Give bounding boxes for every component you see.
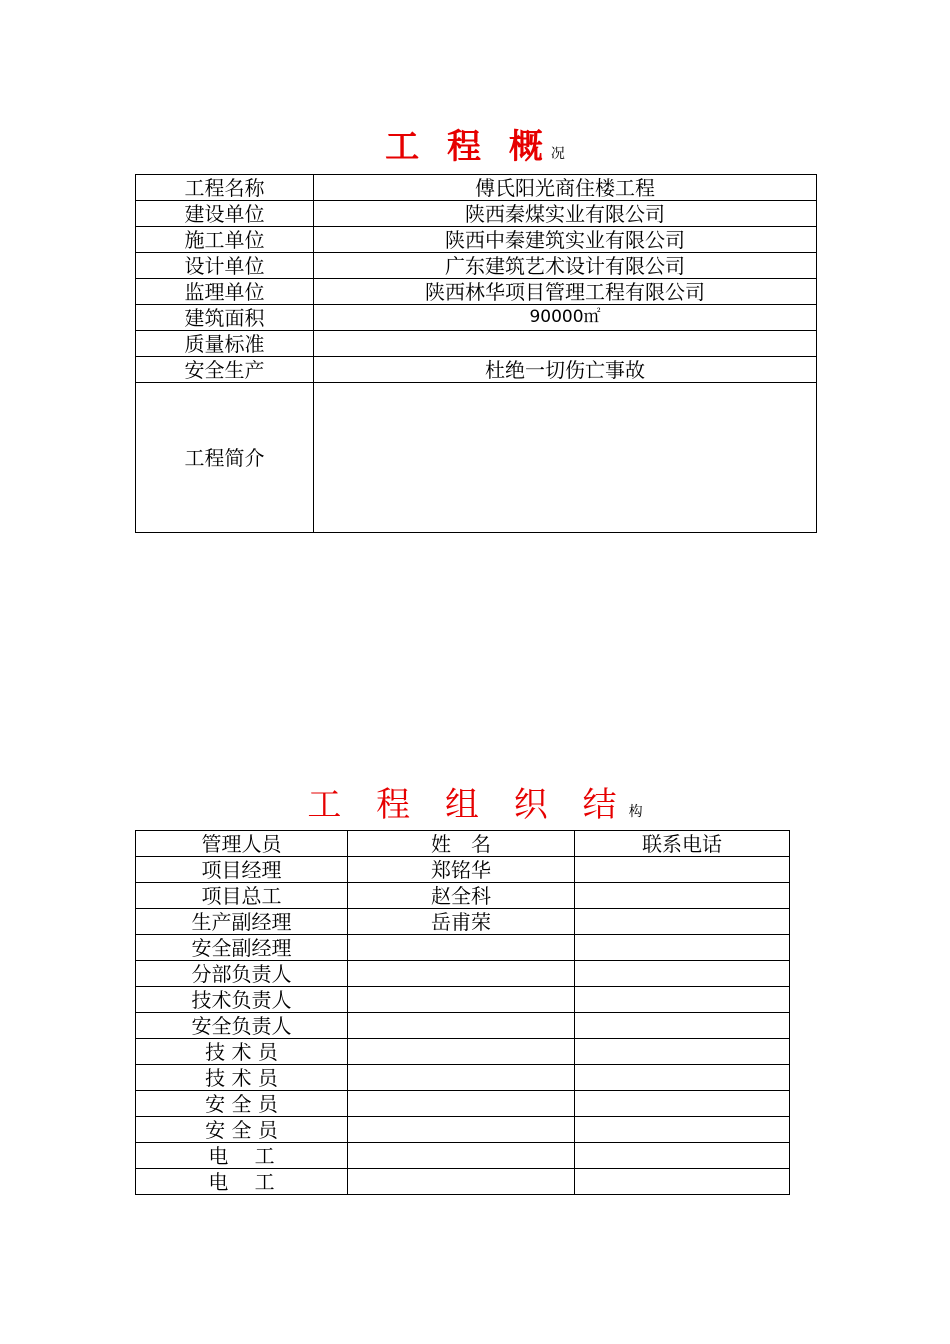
overview-title-suffix: 况 [550,146,565,162]
table-row [136,279,817,305]
table-row [136,1065,790,1091]
overview-value: 杜绝一切伤亡事故 [314,357,817,383]
role-cell: 安全负责人 [136,1013,348,1039]
phone-cell [575,1013,790,1039]
table-row [136,935,790,961]
name-cell [348,1169,575,1195]
table-row [136,1039,790,1065]
table-row [136,1117,790,1143]
organization-title-main: 工 程 组 织 结 [307,785,629,825]
role-cell: 安 全 员 [136,1091,348,1117]
table-row [136,987,790,1013]
overview-title-main: 工 程 概 [385,127,551,167]
column-header: 管理人员 [136,831,348,857]
table-header-row [136,831,790,857]
phone-cell [575,935,790,961]
phone-cell [575,857,790,883]
role-cell: 电 工 [136,1143,348,1169]
name-cell [348,1091,575,1117]
overview-value [314,331,817,357]
column-header: 联系电话 [575,831,790,857]
role-cell: 项目经理 [136,857,348,883]
role-cell: 电 工 [136,1169,348,1195]
overview-label: 建设单位 [136,201,314,227]
overview-label: 监理单位 [136,279,314,305]
role-cell: 安 全 员 [136,1117,348,1143]
name-cell [348,987,575,1013]
table-row [136,883,790,909]
overview-value: 陕西秦煤实业有限公司 [314,201,817,227]
name-cell [348,1013,575,1039]
project-overview-table [135,174,817,533]
table-row [136,357,817,383]
phone-cell [575,1091,790,1117]
name-cell [348,1117,575,1143]
name-cell [348,1065,575,1091]
name-cell [348,1039,575,1065]
table-row [136,253,817,279]
table-row [136,383,817,533]
overview-label: 建筑面积 [136,305,314,331]
table-row [136,331,817,357]
overview-label: 工程简介 [136,383,314,533]
phone-cell [575,1143,790,1169]
phone-cell [575,987,790,1013]
overview-label: 质量标准 [136,331,314,357]
overview-label: 工程名称 [136,175,314,201]
overview-value: 陕西中秦建筑实业有限公司 [314,227,817,253]
overview-value: 傅氏阳光商住楼工程 [314,175,817,201]
name-cell: 赵全科 [348,883,575,909]
phone-cell [575,961,790,987]
phone-cell [575,909,790,935]
role-cell: 技 术 员 [136,1065,348,1091]
table-row [136,961,790,987]
overview-title [0,127,950,167]
role-cell: 生产副经理 [136,909,348,935]
overview-value: 广东建筑艺术设计有限公司 [314,253,817,279]
overview-value [314,383,817,533]
phone-cell [575,1169,790,1195]
phone-cell [575,1039,790,1065]
name-cell [348,935,575,961]
phone-cell [575,1065,790,1091]
phone-cell [575,883,790,909]
organization-title [0,785,950,825]
table-row [136,227,817,253]
table-row [136,305,817,331]
table-row [136,1169,790,1195]
table-row [136,1091,790,1117]
organization-table [135,830,790,1195]
overview-value: 90000㎡ [314,305,817,331]
column-header: 姓 名 [348,831,575,857]
table-row [136,1143,790,1169]
overview-value: 陕西林华项目管理工程有限公司 [314,279,817,305]
role-cell: 项目总工 [136,883,348,909]
overview-label: 设计单位 [136,253,314,279]
table-row [136,1013,790,1039]
name-cell [348,961,575,987]
role-cell: 技 术 员 [136,1039,348,1065]
name-cell: 郑铭华 [348,857,575,883]
role-cell: 分部负责人 [136,961,348,987]
table-row [136,909,790,935]
table-row [136,201,817,227]
overview-label: 安全生产 [136,357,314,383]
table-row [136,175,817,201]
phone-cell [575,1117,790,1143]
table-row [136,857,790,883]
overview-label: 施工单位 [136,227,314,253]
role-cell: 安全副经理 [136,935,348,961]
name-cell [348,1143,575,1169]
role-cell: 技术负责人 [136,987,348,1013]
organization-title-suffix: 构 [628,804,643,820]
name-cell: 岳甫荣 [348,909,575,935]
